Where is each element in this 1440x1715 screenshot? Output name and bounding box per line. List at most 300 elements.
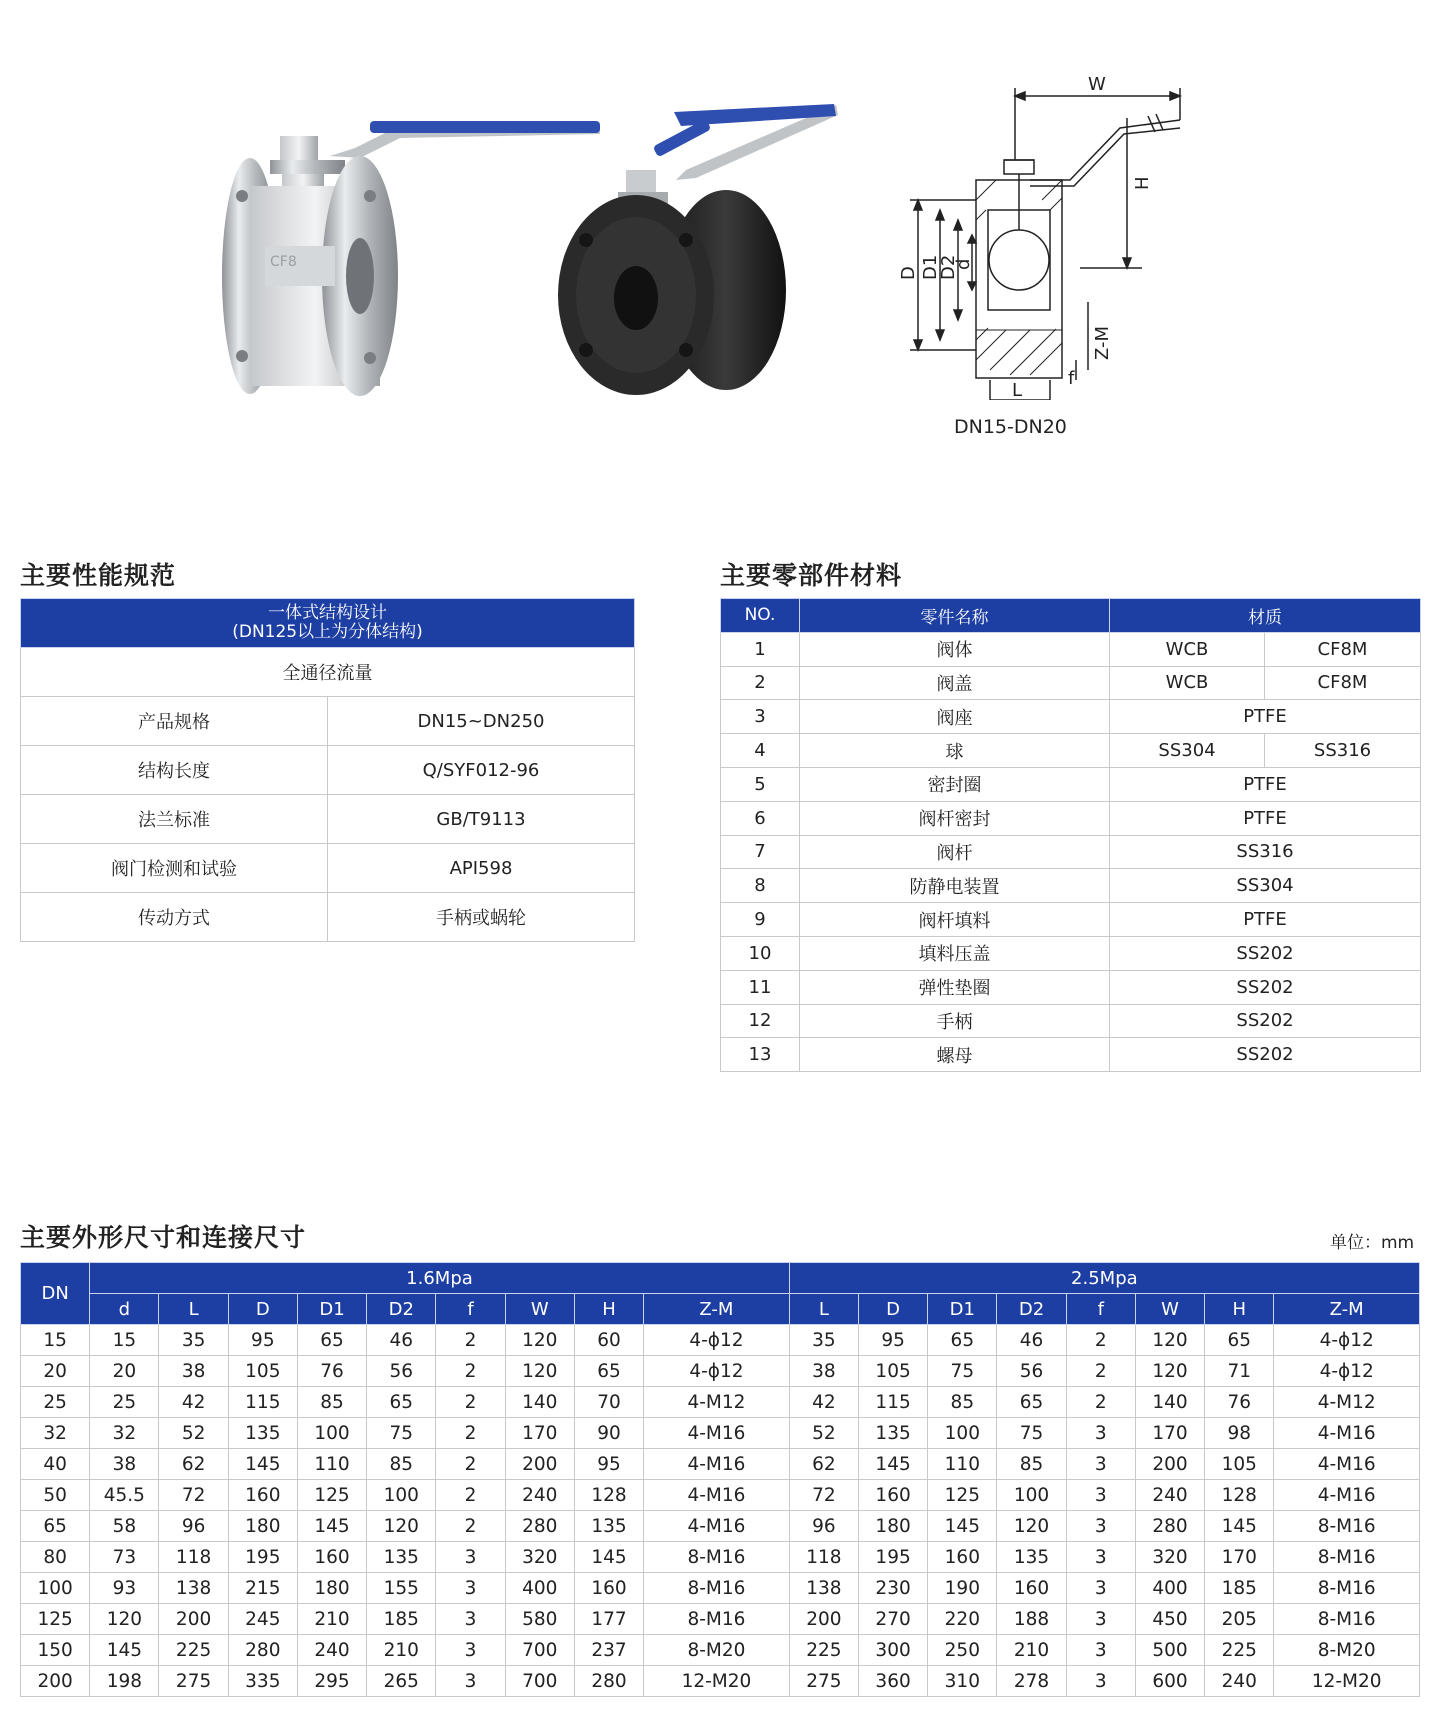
table-cell: 145 (928, 1511, 997, 1542)
table-cell: 170 (505, 1418, 574, 1449)
table-cell: 3 (436, 1635, 505, 1666)
label-D2: D2 (938, 254, 959, 280)
table-cell: 115 (858, 1387, 927, 1418)
label-d: d (953, 258, 974, 270)
header-dn: DN (21, 1263, 90, 1325)
table-cell: 240 (1205, 1666, 1274, 1697)
table-cell: 220 (928, 1604, 997, 1635)
table-cell: 120 (367, 1511, 436, 1542)
table-cell: 198 (90, 1666, 159, 1697)
table-cell: 65 (1205, 1325, 1274, 1356)
table-cell: 400 (505, 1573, 574, 1604)
row-value: GB/T9113 (328, 795, 635, 844)
table-cell: 93 (90, 1573, 159, 1604)
table-cell: 160 (228, 1480, 297, 1511)
table-cell: 4-M12 (1274, 1387, 1420, 1418)
table-cell: 8-M20 (1274, 1635, 1420, 1666)
table-cell: 700 (505, 1666, 574, 1697)
table-cell: 335 (228, 1666, 297, 1697)
table-cell: 4-ϕ12 (1274, 1325, 1420, 1356)
table-cell: 45.5 (90, 1480, 159, 1511)
column-header: d (90, 1294, 159, 1325)
table-row (21, 1666, 1420, 1697)
table-cell: 225 (789, 1635, 858, 1666)
table-cell: 3 (1066, 1449, 1135, 1480)
table-row (721, 767, 1421, 801)
part-material: CF8M (1265, 666, 1421, 700)
table-cell: 180 (228, 1511, 297, 1542)
dn-cell: 200 (21, 1666, 90, 1697)
table-cell: 295 (297, 1666, 366, 1697)
table-row (21, 1511, 1420, 1542)
table-cell: 160 (997, 1573, 1066, 1604)
table-cell: 105 (228, 1356, 297, 1387)
dn-cell: 150 (21, 1635, 90, 1666)
column-header: D1 (928, 1294, 997, 1325)
table-cell: 2 (436, 1480, 505, 1511)
table-cell: 138 (159, 1573, 228, 1604)
table-cell: 280 (1135, 1511, 1204, 1542)
header-group-2: 2.5Mpa (789, 1263, 1419, 1294)
table-cell: 4-M16 (1274, 1418, 1420, 1449)
row-label: 阀门检测和试验 (21, 844, 328, 893)
table-cell: 15 (90, 1325, 159, 1356)
table-cell: 4-M16 (1274, 1480, 1420, 1511)
table-cell: 52 (159, 1418, 228, 1449)
table-cell: 12-M20 (1274, 1666, 1420, 1697)
row-value: 手柄或蜗轮 (328, 893, 635, 942)
table-cell: 8-M16 (1274, 1604, 1420, 1635)
part-material: WCB (1110, 666, 1265, 700)
table-cell: 145 (228, 1449, 297, 1480)
table-row (721, 1004, 1421, 1038)
column-header: D1 (297, 1294, 366, 1325)
part-no: 2 (721, 666, 800, 700)
dimensions-table (20, 1262, 1420, 1697)
table-cell: 8-M16 (1274, 1511, 1420, 1542)
row-value: DN15~DN250 (328, 697, 635, 746)
table-cell: 240 (1135, 1480, 1204, 1511)
part-no: 10 (721, 936, 800, 970)
row-value: API598 (328, 844, 635, 893)
part-name: 阀盖 (800, 666, 1110, 700)
dn-cell: 15 (21, 1325, 90, 1356)
table-cell: 200 (505, 1449, 574, 1480)
table-cell: 2 (436, 1449, 505, 1480)
table-cell: 96 (789, 1511, 858, 1542)
column-header: D (228, 1294, 297, 1325)
table-row (721, 970, 1421, 1004)
dn-cell: 65 (21, 1511, 90, 1542)
table-cell: 195 (858, 1542, 927, 1573)
table-cell: 310 (928, 1666, 997, 1697)
table-cell: 250 (928, 1635, 997, 1666)
parts-table (720, 598, 1421, 1072)
table-cell: 120 (997, 1511, 1066, 1542)
table-cell: 90 (574, 1418, 643, 1449)
part-material: SS202 (1110, 936, 1421, 970)
table-row (21, 1573, 1420, 1604)
table-cell: 65 (928, 1325, 997, 1356)
row-label: 法兰标准 (21, 795, 328, 844)
part-no: 8 (721, 869, 800, 903)
column-header: Z-M (1274, 1294, 1420, 1325)
table-cell: 76 (1205, 1387, 1274, 1418)
table-cell: 38 (90, 1449, 159, 1480)
part-name: 阀座 (800, 700, 1110, 734)
table-cell: 200 (1135, 1449, 1204, 1480)
table-cell: 320 (505, 1542, 574, 1573)
table-cell: 400 (1135, 1573, 1204, 1604)
table-row (21, 1542, 1420, 1573)
table-cell: 8-M16 (644, 1542, 790, 1573)
table-cell: 580 (505, 1604, 574, 1635)
table-cell: 135 (574, 1511, 643, 1542)
table-cell: 128 (1205, 1480, 1274, 1511)
table-cell: 145 (90, 1635, 159, 1666)
table-cell: 75 (928, 1356, 997, 1387)
table-row (21, 746, 635, 795)
part-material: SS202 (1110, 970, 1421, 1004)
table-cell: 3 (1066, 1573, 1135, 1604)
table-row (21, 697, 635, 746)
part-material: PTFE (1110, 801, 1421, 835)
part-no: 6 (721, 801, 800, 835)
column-header: D2 (367, 1294, 436, 1325)
label-D1: D1 (920, 254, 941, 280)
table-cell: 42 (789, 1387, 858, 1418)
part-name: 手柄 (800, 1004, 1110, 1038)
table-cell: 145 (574, 1542, 643, 1573)
table-cell: 120 (1135, 1356, 1204, 1387)
table-cell: 3 (1066, 1480, 1135, 1511)
part-material: CF8M (1265, 632, 1421, 666)
row-label: 传动方式 (21, 893, 328, 942)
table-cell: 145 (297, 1511, 366, 1542)
table-cell: 160 (858, 1480, 927, 1511)
table-cell: 46 (367, 1325, 436, 1356)
table-cell: 280 (574, 1666, 643, 1697)
valve-dimension-drawing (880, 70, 1200, 400)
table-cell: 62 (159, 1449, 228, 1480)
table-cell: 275 (159, 1666, 228, 1697)
unit-label: 单位：mm (1330, 1233, 1415, 1253)
table-cell: 60 (574, 1325, 643, 1356)
table-cell: 700 (505, 1635, 574, 1666)
part-no: 7 (721, 835, 800, 869)
performance-header: 一体式结构设计 (DN125以上为分体结构) (21, 599, 635, 648)
table-row (721, 869, 1421, 903)
table-cell: 4-ϕ12 (1274, 1356, 1420, 1387)
svg-text:CF8: CF8 (270, 254, 297, 270)
column-header: f (1066, 1294, 1135, 1325)
performance-table (20, 598, 635, 942)
label-D: D (898, 266, 919, 280)
label-Z-M: Z-M (1092, 325, 1113, 360)
part-name: 阀杆填料 (800, 903, 1110, 937)
column-header: L (159, 1294, 228, 1325)
part-material: SS316 (1265, 734, 1421, 768)
table-row (721, 801, 1421, 835)
table-cell: 230 (858, 1573, 927, 1604)
table-cell: 8-M16 (1274, 1573, 1420, 1604)
table-row (721, 666, 1421, 700)
column-header: W (1135, 1294, 1204, 1325)
table-cell: 35 (159, 1325, 228, 1356)
part-name: 阀杆密封 (800, 801, 1110, 835)
table-cell: 278 (997, 1666, 1066, 1697)
table-cell: 200 (159, 1604, 228, 1635)
label-L: L (1012, 380, 1023, 400)
table-cell: 56 (997, 1356, 1066, 1387)
label-W: W (1088, 74, 1106, 95)
table-cell: 105 (1205, 1449, 1274, 1480)
table-cell: 100 (997, 1480, 1066, 1511)
table-cell: 160 (297, 1542, 366, 1573)
table-cell: 95 (228, 1325, 297, 1356)
part-name: 阀杆 (800, 835, 1110, 869)
table-cell: 120 (90, 1604, 159, 1635)
dn-cell: 20 (21, 1356, 90, 1387)
table-cell: 2 (436, 1418, 505, 1449)
table-cell: 110 (297, 1449, 366, 1480)
column-header: W (505, 1294, 574, 1325)
part-no: 13 (721, 1038, 800, 1072)
table-cell: 155 (367, 1573, 436, 1604)
table-cell: 120 (505, 1356, 574, 1387)
table-cell: 3 (1066, 1511, 1135, 1542)
table-cell: 62 (789, 1449, 858, 1480)
table-cell: 265 (367, 1666, 436, 1697)
table-cell: 135 (228, 1418, 297, 1449)
table-row (21, 1449, 1420, 1480)
table-row (721, 734, 1421, 768)
table-cell: 85 (297, 1387, 366, 1418)
table-cell: 35 (789, 1325, 858, 1356)
table-row (21, 1356, 1420, 1387)
parts-header-no: NO. (721, 599, 800, 633)
part-material: PTFE (1110, 700, 1421, 734)
table-cell: 600 (1135, 1666, 1204, 1697)
table-cell: 4-ϕ12 (644, 1325, 790, 1356)
part-material: SS202 (1110, 1004, 1421, 1038)
table-cell: 100 (928, 1418, 997, 1449)
table-cell: 32 (90, 1418, 159, 1449)
header-group-1: 1.6Mpa (90, 1263, 790, 1294)
table-cell: 120 (1135, 1325, 1204, 1356)
table-cell: 85 (997, 1449, 1066, 1480)
table-cell: 280 (228, 1635, 297, 1666)
table-cell: 95 (858, 1325, 927, 1356)
part-material: SS304 (1110, 734, 1265, 768)
table-cell: 46 (997, 1325, 1066, 1356)
table-cell: 237 (574, 1635, 643, 1666)
row-label: 结构长度 (21, 746, 328, 795)
table-row (721, 632, 1421, 666)
row-label: 产品规格 (21, 697, 328, 746)
part-name: 弹性垫圈 (800, 970, 1110, 1004)
table-cell: 115 (228, 1387, 297, 1418)
part-material: SS316 (1110, 835, 1421, 869)
table-cell: 20 (90, 1356, 159, 1387)
table-cell: 72 (159, 1480, 228, 1511)
table-cell: 71 (1205, 1356, 1274, 1387)
table-cell: 125 (297, 1480, 366, 1511)
performance-subheader: 全通径流量 (21, 648, 635, 697)
table-cell: 177 (574, 1604, 643, 1635)
table-cell: 225 (159, 1635, 228, 1666)
table-row (721, 903, 1421, 937)
dn-cell: 40 (21, 1449, 90, 1480)
table-cell: 65 (297, 1325, 366, 1356)
table-cell: 170 (1135, 1418, 1204, 1449)
table-cell: 4-M16 (644, 1480, 790, 1511)
table-cell: 70 (574, 1387, 643, 1418)
part-material: SS304 (1110, 869, 1421, 903)
table-cell: 76 (297, 1356, 366, 1387)
performance-title: 主要性能规范 (20, 561, 177, 590)
table-cell: 145 (1205, 1511, 1274, 1542)
table-cell: 3 (1066, 1604, 1135, 1635)
table-cell: 138 (789, 1573, 858, 1604)
table-cell: 4-M16 (644, 1418, 790, 1449)
table-cell: 210 (997, 1635, 1066, 1666)
table-cell: 72 (789, 1480, 858, 1511)
table-row (721, 700, 1421, 734)
table-row (21, 795, 635, 844)
label-f: f (1068, 368, 1075, 389)
dn-cell: 50 (21, 1480, 90, 1511)
part-no: 12 (721, 1004, 800, 1038)
part-name: 球 (800, 734, 1110, 768)
table-cell: 180 (858, 1511, 927, 1542)
table-cell: 210 (367, 1635, 436, 1666)
table-cell: 190 (928, 1573, 997, 1604)
part-name: 阀体 (800, 632, 1110, 666)
table-cell: 500 (1135, 1635, 1204, 1666)
part-material: PTFE (1110, 903, 1421, 937)
table-cell: 215 (228, 1573, 297, 1604)
table-cell: 2 (1066, 1356, 1135, 1387)
table-cell: 135 (997, 1542, 1066, 1573)
table-cell: 195 (228, 1542, 297, 1573)
column-header: H (574, 1294, 643, 1325)
table-cell: 200 (789, 1604, 858, 1635)
table-cell: 210 (297, 1604, 366, 1635)
part-no: 11 (721, 970, 800, 1004)
column-header: H (1205, 1294, 1274, 1325)
column-header: L (789, 1294, 858, 1325)
parts-header-name: 零件名称 (800, 599, 1110, 633)
dn-cell: 25 (21, 1387, 90, 1418)
table-cell: 8-M16 (644, 1604, 790, 1635)
table-cell: 3 (436, 1604, 505, 1635)
table-cell: 56 (367, 1356, 436, 1387)
table-row (21, 1387, 1420, 1418)
table-cell: 8-M16 (644, 1573, 790, 1604)
table-cell: 145 (858, 1449, 927, 1480)
table-cell: 65 (367, 1387, 436, 1418)
table-cell: 2 (436, 1387, 505, 1418)
table-row (21, 844, 635, 893)
column-header: f (436, 1294, 505, 1325)
part-no: 3 (721, 700, 800, 734)
table-cell: 140 (1135, 1387, 1204, 1418)
table-cell: 320 (1135, 1542, 1204, 1573)
table-cell: 12-M20 (644, 1666, 790, 1697)
table-row (21, 1635, 1420, 1666)
table-cell: 75 (997, 1418, 1066, 1449)
table-cell: 450 (1135, 1604, 1204, 1635)
table-cell: 300 (858, 1635, 927, 1666)
table-cell: 118 (159, 1542, 228, 1573)
table-row (21, 1604, 1420, 1635)
table-cell: 105 (858, 1356, 927, 1387)
dn-cell: 125 (21, 1604, 90, 1635)
table-cell: 65 (997, 1387, 1066, 1418)
column-header: D (858, 1294, 927, 1325)
part-name: 填料压盖 (800, 936, 1110, 970)
table-cell: 2 (1066, 1387, 1135, 1418)
table-cell: 270 (858, 1604, 927, 1635)
table-row (721, 936, 1421, 970)
table-cell: 118 (789, 1542, 858, 1573)
table-row (721, 835, 1421, 869)
part-no: 9 (721, 903, 800, 937)
table-cell: 4-M16 (644, 1511, 790, 1542)
table-cell: 2 (1066, 1325, 1135, 1356)
table-cell: 100 (297, 1418, 366, 1449)
column-header: D2 (997, 1294, 1066, 1325)
table-cell: 2 (436, 1325, 505, 1356)
table-cell: 188 (997, 1604, 1066, 1635)
table-cell: 8-M20 (644, 1635, 790, 1666)
table-cell: 3 (436, 1666, 505, 1697)
carbon-steel-valve-photo (556, 100, 846, 400)
table-cell: 85 (928, 1387, 997, 1418)
table-cell: 140 (505, 1387, 574, 1418)
table-cell: 95 (574, 1449, 643, 1480)
table-cell: 52 (789, 1418, 858, 1449)
table-cell: 135 (367, 1542, 436, 1573)
table-cell: 58 (90, 1511, 159, 1542)
table-cell: 85 (367, 1449, 436, 1480)
table-cell: 4-M16 (644, 1449, 790, 1480)
table-row (21, 893, 635, 942)
table-cell: 360 (858, 1666, 927, 1697)
parts-header-material: 材质 (1110, 599, 1421, 633)
table-cell: 25 (90, 1387, 159, 1418)
table-cell: 3 (436, 1542, 505, 1573)
table-row (21, 1325, 1420, 1356)
table-cell: 42 (159, 1387, 228, 1418)
table-cell: 205 (1205, 1604, 1274, 1635)
dn-cell: 32 (21, 1418, 90, 1449)
table-cell: 3 (436, 1573, 505, 1604)
table-cell: 38 (159, 1356, 228, 1387)
table-cell: 275 (789, 1666, 858, 1697)
dn-cell: 80 (21, 1542, 90, 1573)
table-cell: 135 (858, 1418, 927, 1449)
table-cell: 125 (928, 1480, 997, 1511)
label-H: H (1132, 176, 1153, 190)
table-cell: 185 (1205, 1573, 1274, 1604)
table-row (721, 1038, 1421, 1072)
part-no: 1 (721, 632, 800, 666)
table-cell: 180 (297, 1573, 366, 1604)
table-cell: 128 (574, 1480, 643, 1511)
row-value: Q/SYF012-96 (328, 746, 635, 795)
